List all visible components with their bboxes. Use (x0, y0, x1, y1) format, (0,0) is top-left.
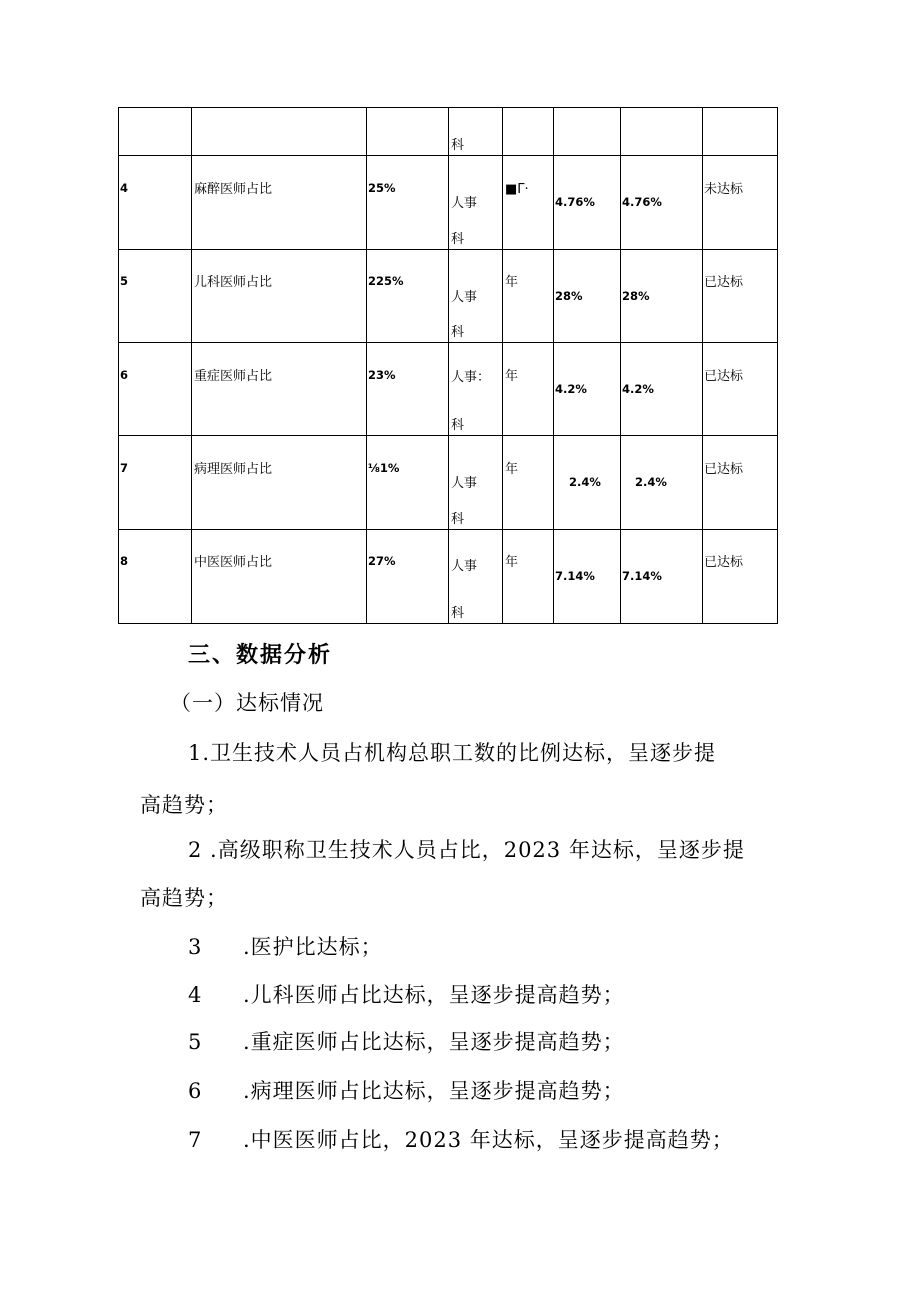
analysis-item-2-line1: 2 .高级职称卫生技术人员占比，2023 年达标，呈逐步提 (188, 838, 745, 862)
row-index: 4 (120, 181, 129, 195)
indicator-name: 病理医师占比 (194, 462, 273, 477)
department-line2: 科 (451, 418, 465, 433)
analysis-item-2-line2: 高趋势； (140, 886, 228, 910)
target-value: 25% (368, 181, 396, 195)
item-number: 4 (188, 983, 203, 1007)
department-line1: 人事 (451, 196, 478, 211)
target-value: 27% (368, 554, 396, 568)
indicator-name: 重症医师占比 (194, 369, 273, 384)
value-a: 4.2% (555, 382, 587, 396)
item-number: 5 (188, 1030, 203, 1054)
status-text: 已达标 (704, 275, 744, 290)
analysis-item-1-line2: 高趋势； (140, 793, 228, 817)
department-line2: 科 (451, 232, 465, 247)
item-text: .重症医师占比达标，呈逐步提高趋势； (243, 1030, 625, 1054)
section-heading: 三、数据分析 (188, 642, 333, 668)
indicator-name: 儿科医师占比 (194, 275, 273, 290)
department-line1: 人事 (451, 290, 478, 305)
item-text: .医护比达标； (243, 935, 383, 959)
value-b: 4.2% (622, 382, 654, 396)
value-a: 2.4% (569, 475, 601, 489)
item-number: 6 (188, 1079, 203, 1103)
status-text: 已达标 (704, 369, 744, 384)
dept-fragment: 科 (451, 138, 465, 153)
department-line2: 科 (451, 606, 465, 621)
period: 年 (505, 369, 519, 384)
analysis-item (188, 1130, 734, 1151)
value-a: 7.14% (555, 569, 595, 583)
target-value: 23% (368, 368, 396, 382)
value-b: 7.14% (622, 569, 662, 583)
status-text: 未达标 (704, 182, 744, 197)
analysis-item (188, 937, 383, 958)
value-b: 28% (622, 289, 650, 303)
department-line1: 人事： (451, 370, 491, 385)
value-b: 4.76% (622, 195, 662, 209)
item-text: .病理医师占比达标，呈逐步提高趋势； (243, 1079, 625, 1103)
analysis-item (188, 1081, 625, 1102)
value-a: 4.76% (555, 195, 595, 209)
department-line2: 科 (451, 325, 465, 340)
analysis-item (188, 985, 625, 1006)
target-value: ⅛1% (368, 461, 400, 475)
department-line1: 人事 (451, 476, 478, 491)
period: 年 (505, 555, 519, 570)
analysis-item (188, 1032, 625, 1053)
period: ■Γ· (505, 182, 529, 197)
item-text: .中医医师占比，2023 年达标，呈逐步提高趋势； (243, 1128, 734, 1152)
row-index: 6 (120, 368, 129, 382)
row-index: 5 (120, 274, 129, 288)
department-line1: 人事 (451, 559, 478, 574)
indicator-name: 中医医师占比 (194, 555, 273, 570)
department-line2: 科 (451, 512, 465, 527)
subsection-heading: （一）达标情况 (170, 691, 324, 715)
item-text: .儿科医师占比达标，呈逐步提高趋势； (243, 983, 625, 1007)
period: 年 (505, 462, 519, 477)
period: 年 (505, 275, 519, 290)
row-index: 8 (120, 554, 129, 568)
item-number: 7 (188, 1128, 203, 1152)
indicator-name: 麻醉医师占比 (194, 182, 273, 197)
value-a: 28% (555, 289, 583, 303)
row-index: 7 (120, 461, 129, 475)
status-text: 已达标 (704, 555, 744, 570)
value-b: 2.4% (635, 475, 667, 489)
target-value: 225% (368, 274, 404, 288)
analysis-item-1-line1: 1.卫生技术人员占机构总职工数的比例达标，呈逐步提 (188, 741, 717, 765)
status-text: 已达标 (704, 462, 744, 477)
item-number: 3 (188, 935, 203, 959)
